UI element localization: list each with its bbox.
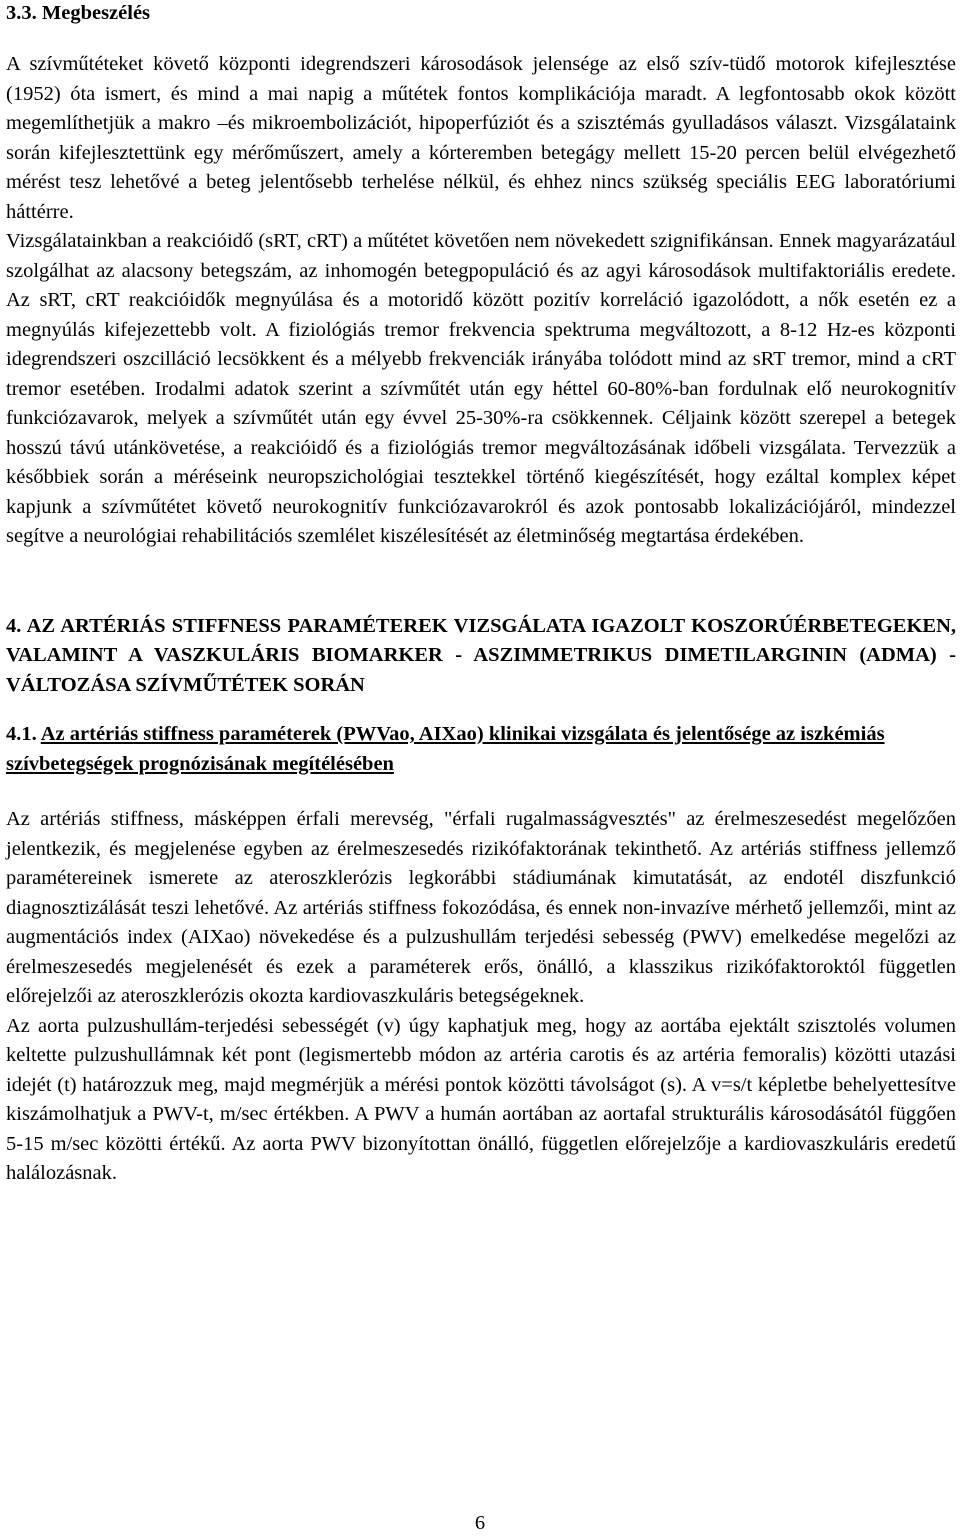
paragraph: Az artériás stiffness, másképpen érfali merevség, "érfali rugalmasságvesztés" az érelmeszesedést megelőzően jelentkezik, és megjelenése egyben az érelmeszesedés rizikófaktorának tekinthető. Az artériás stiffness jellemző paramétereinek ismerete az ateroszklerózis legkorábbi stádiumának kimutatását, az endotél diszfunkció diagnosztizálását teszi lehetővé. Az artériás stiffness fokozódása, és ennek non-invazíve mérhető jellemzői, mint az augmentációs index (AIXao) növekedése és a pulzushullám terjedési sebesség (PWV) emelkedése megelőzi az érelmeszesedés megjelenését és ezek a paraméterek erős, önálló, a klasszikus rizikófaktoroktól független előrejelzői az ateroszklerózis okozta kardiovaszkuláris betegségeknek. [6,808,956,1007]
page-number: 6 [474,1512,486,1534]
section-4-1-heading [6,720,956,779]
section-4-1-title: Az artériás stiffness paraméterek (PWVao, AIXao) klinikai vizsgálata és jelentősége az iszkémiás szívbetegségek prognózisának megítélésében [6,723,885,775]
document-page [6,0,956,1189]
section-4-heading: 4. AZ ARTÉRIÁS STIFFNESS PARAMÉTEREK VIZSGÁLATA IGAZOLT KOSZORÚÉRBETEGEKEN, VALAMINT A VASZKULÁRIS BIOMARKER - ASZIMMETRIKUS DIMETILARGININ (ADMA) - VÁLTOZÁSA SZÍVMŰTÉTEK SORÁN [6,614,956,696]
paragraph: Az aorta pulzushullám-terjedési sebességét (v) úgy kaphatjuk meg, hogy az aortába ejektált szisztolés volumen keltette pulzushullámnak két pont (legismertebb módon az artéria carotis és az artéria femoralis) közötti utazási idejét (t) határozzuk meg, majd megmérjük a mérési pontok közötti távolságot (s). A v=s/t képletbe behelyettesítve kiszámolhatjuk a PWV-t, m/sec értékben. A PWV a humán aortában az aortafal strukturális károsodásától függően 5-15 m/sec közötti értékű. Az aorta PWV bizonyítottan önálló, független előrejelzője a kardiovaszkuláris eredetű halálozásnak. [6,1014,956,1184]
section-3-3-body [6,50,956,552]
paragraph: A szívműtéteket követő központi idegrendszeri károsodások jelensége az első szív-tüdő motorok kifejlesztése (1952) óta ismert, és mind a mai napig a műtétek fontos komplikációja maradt. A legfontosabb okok között megemlíthetjük a makro –és mikroembolizációt, hipoperfúziót és a szisztémás gyulladásos választ. Vizsgálataink során kifejlesztettünk egy mérőműszert, amely a kórteremben betegágy mellett 15-20 percen belül elvégezhető mérést tesz lehetővé a beteg jelentősebb terhelése nélkül, és ehhez nincs szükség speciális EEG laboratóriumi háttérre. [6,53,956,223]
paragraph: Vizsgálatainkban a reakcióidő (sRT, cRT) a műtétet követően nem növekedett szignifikánsan. Ennek magyarázatául szolgálhat az alacsony betegszám, az inhomogén betegpopuláció és az agyi károsodások multifaktoriális eredete. Az sRT, cRT reakcióidők megnyúlása és a motoridő között pozitív korreláció igazolódott, a nők esetén ez a megnyúlás kifejezettebb volt. A fiziológiás tremor frekvencia spektruma megváltozott, a 8-12 Hz-es központi idegrendszeri oszcilláció lecsökkent és a mélyebb frekvenciák irányába tolódott mind az sRT tremor, mind a cRT tremor esetében. Irodalmi adatok szerint a szívműtét után egy héttel 60-80%-ban fordulnak elő neurokognitív funkciózavarok, melyek a szívműtét után egy évvel 25-30%-ra csökkennek. Céljaink között szerepel a betegek hosszú távú utánkövetése, a reakcióidő és a fiziológiás tremor megváltozásának időbeli vizsgálata. Tervezzük a későbbiek során a méréseink neuropszichológiai tesztekkel történő kiegészítését, hogy ezáltal komplex képet kapjunk a szívműtétet követő neurokognitív funkciózavarokról és azok pontosabb lokalizációjáról, mindezzel segítve a neurológiai rehabilitációs szemlélet kiszélesítését az életminőség megtartása érdekében. [6,230,956,547]
spacer [6,552,956,612]
section-4-1-number: 4.1. [6,723,37,745]
section-3-3-heading: 3.3. Megbeszélés [6,2,151,24]
spacer [6,779,956,805]
spacer [6,700,956,720]
